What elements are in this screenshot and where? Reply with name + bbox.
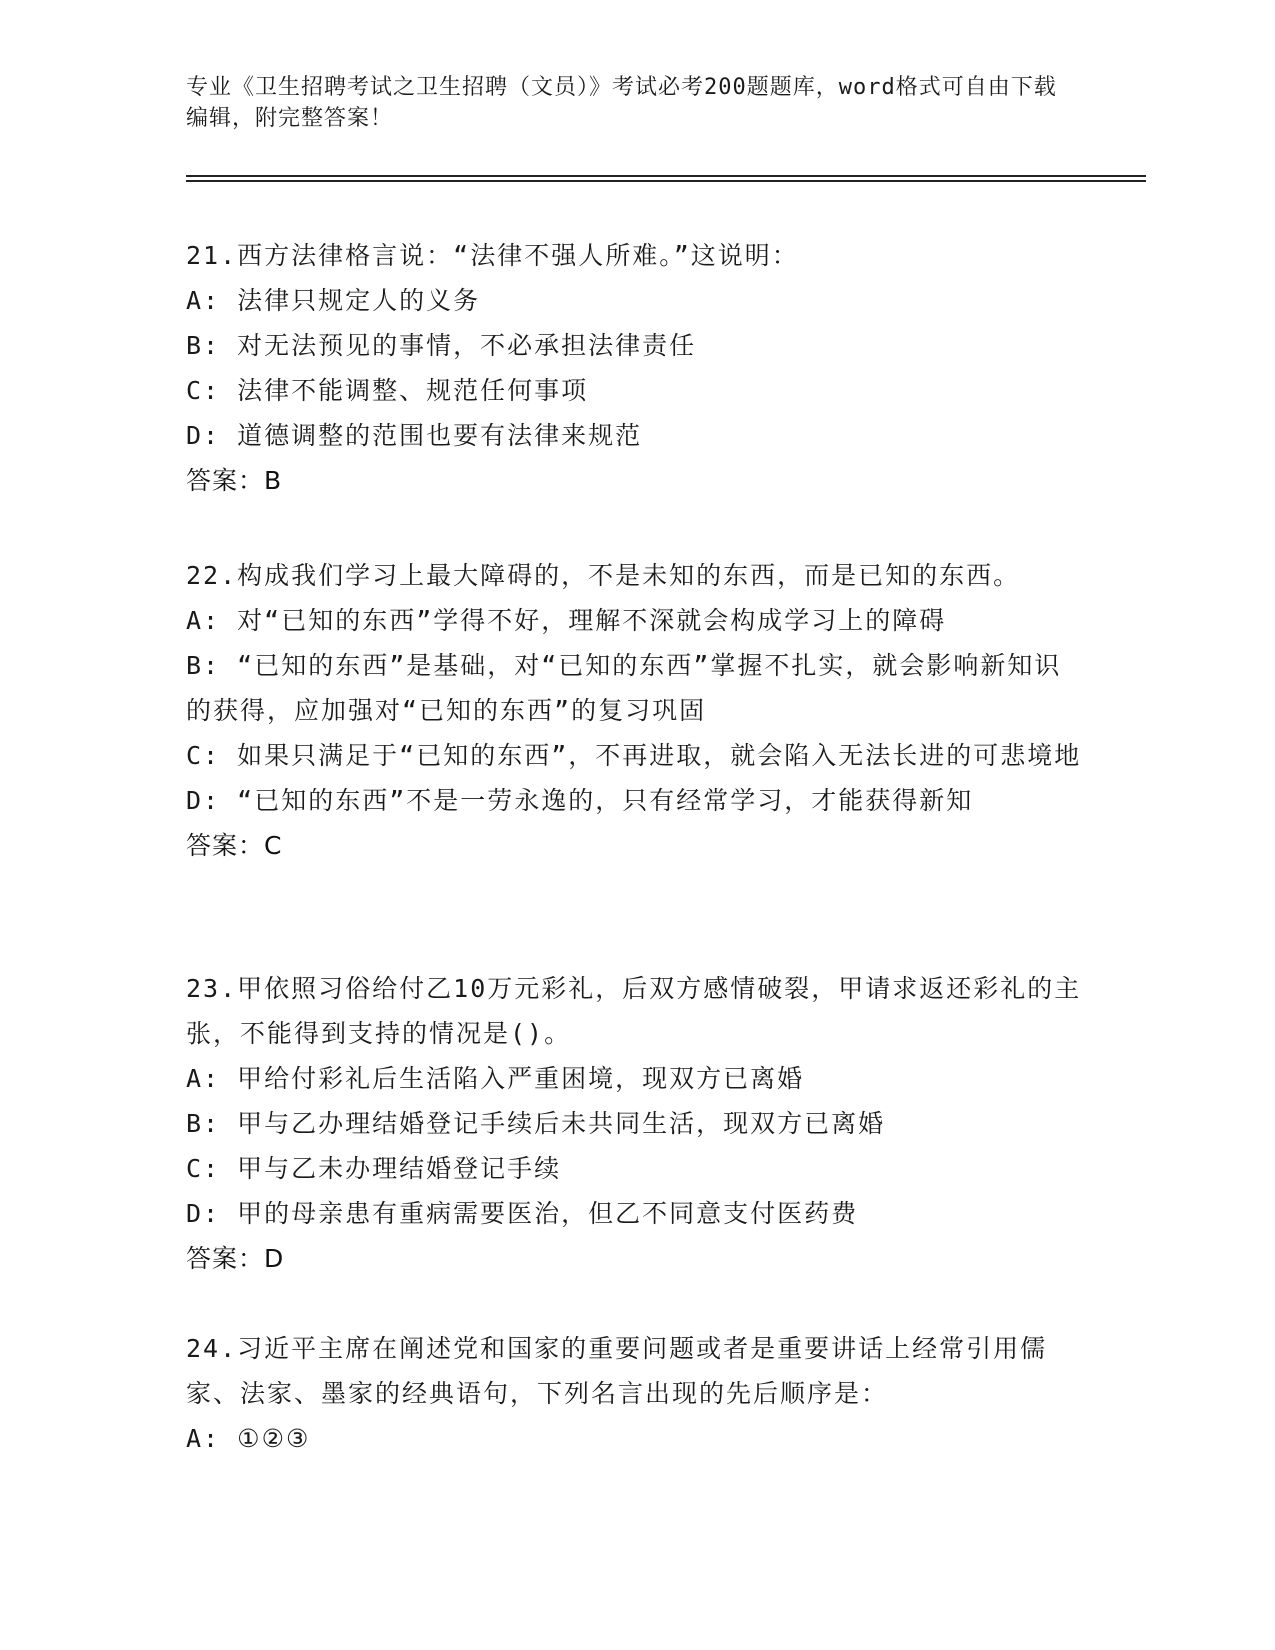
question-stem: 24.习近平主席在阐述党和国家的重要问题或者是重要讲话上经常引用儒家、法家、墨家的经典语句，下列名言出现的先后顺序是： bbox=[186, 1334, 1048, 1408]
option-b: B: 对无法预见的事情，不必承担法律责任 bbox=[186, 331, 697, 360]
option-b: B: 甲与乙办理结婚登记手续后未共同生活，现双方已离婚 bbox=[186, 1109, 886, 1138]
option-b: B: “已知的东西”是基础，对“已知的东西”掌握不扎实，就会影响新知识的获得，应加强对“已知的东西”的复习巩固 bbox=[186, 651, 1062, 725]
option-d: D: 甲的母亲患有重病需要医治，但乙不同意支付医药费 bbox=[186, 1199, 859, 1228]
question-24 bbox=[186, 1326, 1086, 1461]
question-22 bbox=[186, 553, 1086, 868]
option-c: C: 甲与乙未办理结婚登记手续 bbox=[186, 1154, 562, 1183]
question-stem: 22.构成我们学习上最大障碍的，不是未知的东西，而是已知的东西。 bbox=[186, 561, 1021, 590]
question-stem: 21.西方法律格言说：“法律不强人所难。”这说明： bbox=[186, 241, 799, 270]
question-stem: 23.甲依照习俗给付乙10万元彩礼，后双方感情破裂，甲请求返还彩礼的主张，不能得到支持的情况是()。 bbox=[186, 974, 1082, 1048]
option-c: C: 如果只满足于“已知的东西”，不再进取，就会陷入无法长进的可悲境地 bbox=[186, 741, 1082, 770]
option-a: A: ①②③ bbox=[186, 1424, 311, 1453]
answer-label: 答案：C bbox=[186, 831, 283, 860]
option-c: C: 法律不能调整、规范任何事项 bbox=[186, 376, 589, 405]
question-23 bbox=[186, 966, 1086, 1281]
option-a: A: 法律只规定人的义务 bbox=[186, 286, 481, 315]
header-divider-top bbox=[186, 175, 1146, 177]
question-21 bbox=[186, 233, 1086, 503]
option-a: A: 甲给付彩礼后生活陷入严重困境，现双方已离婚 bbox=[186, 1064, 805, 1093]
header-divider-bottom bbox=[186, 180, 1146, 182]
option-d: D: 道德调整的范围也要有法律来规范 bbox=[186, 421, 643, 450]
answer-label: 答案：B bbox=[186, 466, 283, 495]
option-d: D: “已知的东西”不是一劳永逸的，只有经常学习，才能获得新知 bbox=[186, 786, 974, 815]
document-header: 专业《卫生招聘考试之卫生招聘（文员）》考试必考200题题库，word格式可自由下载编辑，附完整答案！ bbox=[186, 75, 1057, 131]
answer-label: 答案：D bbox=[186, 1244, 285, 1273]
option-a: A: 对“已知的东西”学得不好，理解不深就会构成学习上的障碍 bbox=[186, 606, 947, 635]
